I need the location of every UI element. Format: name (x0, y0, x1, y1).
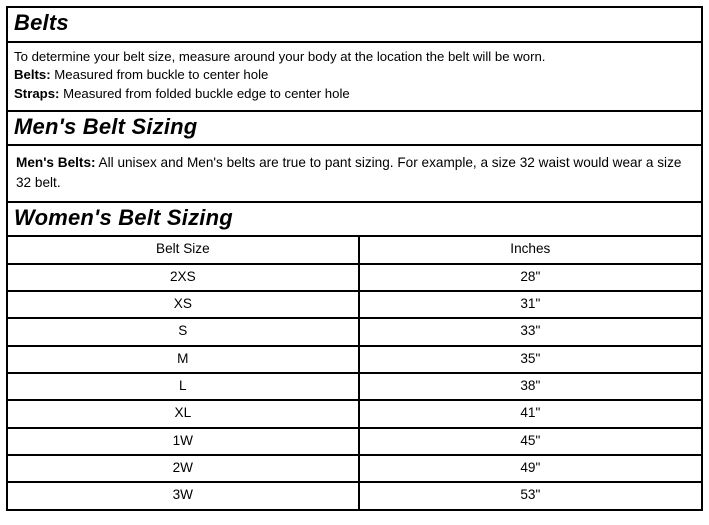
straps-label: Straps: (14, 86, 60, 102)
cell-belt-size: S (8, 318, 359, 345)
cell-belt-size: XL (8, 400, 359, 427)
cell-belt-size: L (8, 373, 359, 400)
cell-belt-size: M (8, 346, 359, 373)
mens-section-body (8, 146, 701, 202)
cell-inches: 49" (359, 455, 701, 482)
page-title: Belts (8, 8, 701, 43)
table-row (8, 428, 701, 455)
intro-block (8, 43, 701, 112)
column-header-inches: Inches (359, 237, 701, 263)
table-row (8, 455, 701, 482)
belts-text: Measured from buckle to center hole (50, 67, 269, 83)
intro-line-1: To determine your belt size, measure around your body at the location the belt will be worn. (14, 48, 546, 64)
column-header-belt-size: Belt Size (8, 237, 359, 263)
size-chart-sheet (6, 6, 703, 511)
table-header-row (8, 237, 701, 263)
cell-inches: 53" (359, 482, 701, 509)
cell-inches: 38" (359, 373, 701, 400)
cell-inches: 41" (359, 400, 701, 427)
belts-label: Belts: (14, 67, 51, 83)
womens-size-table (8, 237, 701, 510)
womens-section-title: Women's Belt Sizing (8, 203, 701, 238)
mens-belts-label: Men's Belts: (16, 155, 96, 171)
table-row (8, 400, 701, 427)
cell-belt-size: 2W (8, 455, 359, 482)
cell-inches: 28" (359, 264, 701, 291)
cell-belt-size: 2XS (8, 264, 359, 291)
mens-section-title: Men's Belt Sizing (8, 112, 701, 147)
cell-belt-size: XS (8, 291, 359, 318)
cell-belt-size: 1W (8, 428, 359, 455)
cell-inches: 33" (359, 318, 701, 345)
intro-line-3 (14, 85, 695, 104)
table-row (8, 291, 701, 318)
mens-belts-paragraph (16, 153, 693, 192)
mens-belts-text: All unisex and Men's belts are true to pant sizing. For example, a size 32 waist would wear a size 32 belt. (16, 155, 682, 191)
table-row (8, 482, 701, 509)
table-row (8, 373, 701, 400)
intro-line-2 (14, 66, 695, 85)
table-row (8, 318, 701, 345)
cell-inches: 35" (359, 346, 701, 373)
cell-inches: 31" (359, 291, 701, 318)
table-row (8, 346, 701, 373)
table-row (8, 264, 701, 291)
straps-text: Measured from folded buckle edge to center hole (59, 86, 350, 102)
cell-belt-size: 3W (8, 482, 359, 509)
cell-inches: 45" (359, 428, 701, 455)
